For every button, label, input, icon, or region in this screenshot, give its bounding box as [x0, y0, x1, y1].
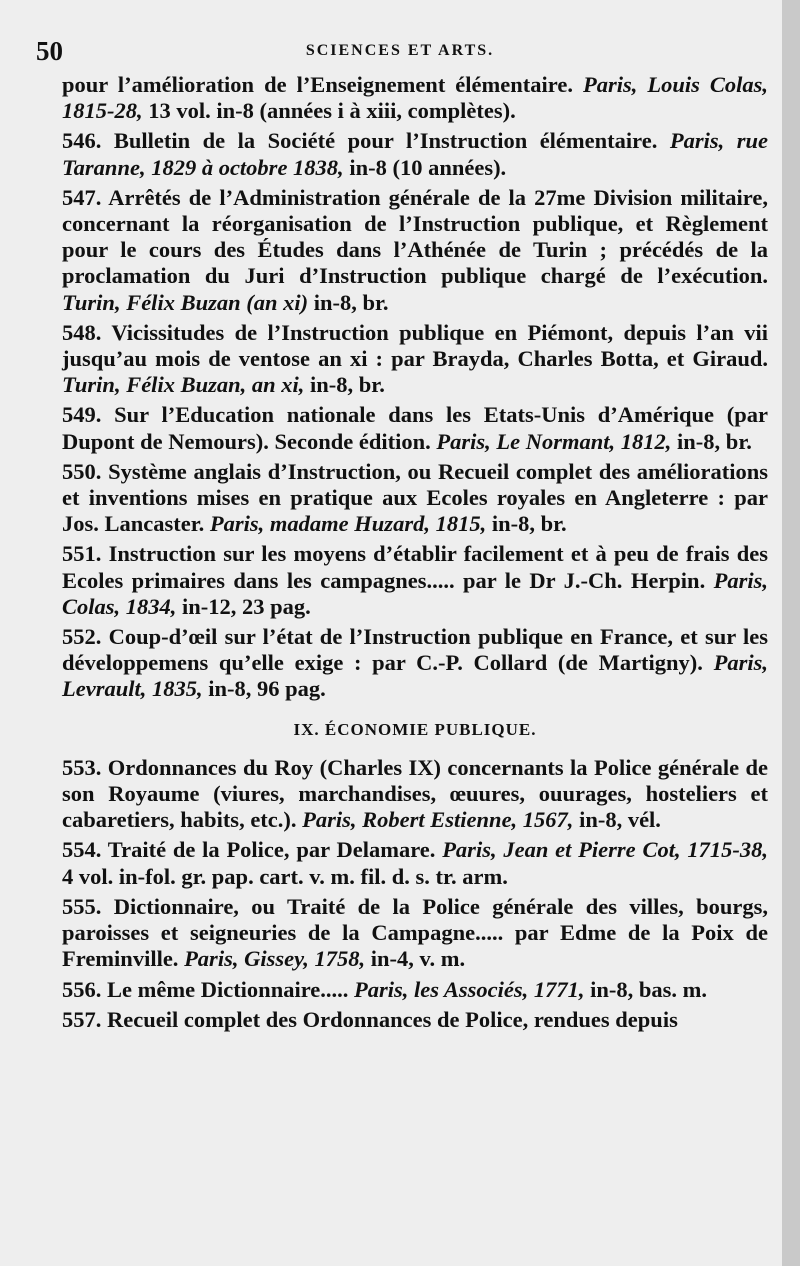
entry: 548. Vicissitudes de l’Instruction publique en Piémont, depuis l’an vii jusqu’au mois de ventose an xi : par Brayda, Charles Botta, et Giraud. Turin, Félix Buzan, an xi, in-8, br.: [62, 319, 768, 398]
entry: 547. Arrêtés de l’Administration générale de la 27me Division militaire, concernant la réorganisation de l’Instruction publique, et Règlement pour le cours des Études dans l’Athénée de Turin ; précédés de la proclamation du Juri d’Instruction publique chargé de l’exécution. Turin, Félix Buzan (an xi) in-8, br.: [62, 184, 768, 315]
running-head: SCIENCES ET ARTS.: [305, 42, 495, 59]
page-number: 50: [36, 36, 63, 66]
entry: 557. Recueil complet des Ordonnances de Police, rendues depuis: [62, 1006, 678, 1032]
entry: 553. Ordonnances du Roy (Charles IX) concernants la Police générale de son Royaume (viures, marchandises, œuures, ouurages, hosteliers et cabaretiers, habits, etc.). Paris, Robert Estienne, 1567, in-8, vél.: [62, 754, 768, 833]
entry: 550. Système anglais d’Instruction, ou Recueil complet des améliorations et inventions mises en pratique aux Ecoles royales en Angleterre : par Jos. Lancaster. Paris, madame Huzard, 1815, in-8, br.: [62, 458, 768, 537]
entry: pour l’amélioration de l’Enseignement élémentaire. Paris, Louis Colas, 1815-28, 13 vol. in-8 (années i à xiii, complètes).: [62, 72, 768, 124]
entries-after: [62, 755, 768, 1033]
entry: 549. Sur l’Education nationale dans les Etats-Unis d’Amérique (par Dupont de Nemours). Seconde édition. Paris, Le Normant, 1812, in-8, br.: [62, 402, 768, 454]
entry: 554. Traité de la Police, par Delamare. Paris, Jean et Pierre Cot, 1715-38, 4 vol. in-fol. gr. pap. cart. v. m. fil. d. s. tr. arm.: [62, 837, 768, 889]
entry: 556. Le même Dictionnaire..... Paris, les Associés, 1771, in-8, bas. m.: [62, 976, 707, 1002]
entries-before: [62, 72, 768, 703]
page-header: [0, 36, 800, 66]
entry: 551. Instruction sur les moyens d’établir facilement et à peu de frais des Ecoles primaires dans les campagnes..... par le Dr J.-Ch. Herpin. Paris, Colas, 1834, in-12, 23 pag.: [62, 541, 768, 619]
entry: 546. Bulletin de la Société pour l’Instruction élémentaire. Paris, rue Taranne, 1829 à octobre 1838, in-8 (10 années).: [62, 128, 768, 180]
entry: 555. Dictionnaire, ou Traité de la Police générale des villes, bourgs, paroisses et seigneuries de la Campagne..... par Edme de la Poix de Freminville. Paris, Gissey, 1758, in-4, v. m.: [62, 893, 768, 972]
entry: 552. Coup-d’œil sur l’état de l’Instruction publique en France, et sur les développemens qu’elle exige : par C.-P. Collard (de Martigny). Paris, Levrault, 1835, in-8, 96 pag.: [62, 624, 768, 702]
section-title: IX. ÉCONOMIE PUBLIQUE.: [293, 719, 537, 739]
page-edge: [782, 0, 800, 1266]
page-content: [62, 72, 768, 1037]
